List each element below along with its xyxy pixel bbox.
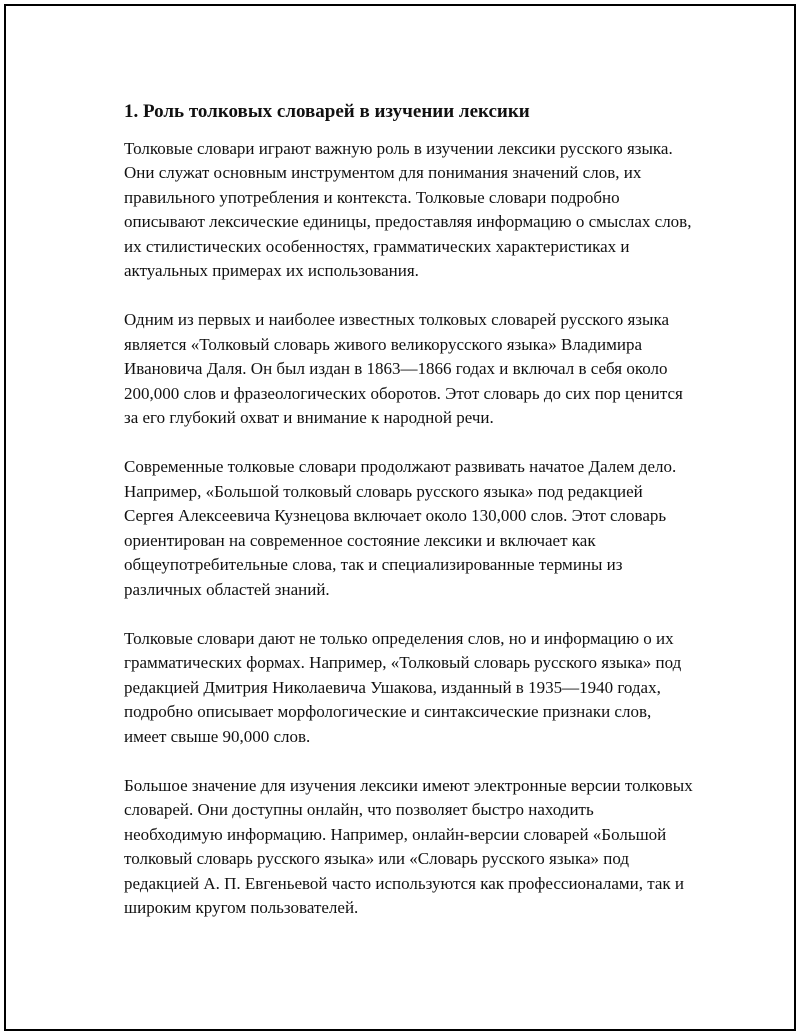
paragraph-modern-dictionaries: Современные толковые словари продолжают развивать начатое Далем дело. Например, «Большой толковый словарь русского языка» под редакцией Сергея Алексеевича Кузнецова включает около 130,000 слов. Этот словарь ориентирован на современное состояние лексики и включает как общеупотребительные слова, так и специализированные термины из различных областей знаний. — [124, 457, 677, 599]
document-body — [124, 99, 694, 945]
paragraph-intro: Толковые словари играют важную роль в изучении лексики русского языка. Они служат основным инструментом для понимания значений слов, их правильного употребления и контекста. Толковые словари подробно описывают лексические единицы, предоставляя информацию о смыслах слов, их стилистических особенностях, грамматических характеристиках и актуальных примерах их использования. — [124, 139, 692, 281]
section-heading: 1. Роль толковых словарей в изучении лексики — [124, 101, 530, 122]
page-frame — [4, 4, 796, 1031]
paragraph-electronic-versions: Большое значение для изучения лексики имеют электронные версии толковых словарей. Они доступны онлайн, что позволяет быстро находить необходимую информацию. Например, онлайн-версии словарей «Большой толковый словарь русского языка» или «Словарь русского языка» под редакцией А. П. Евгеньевой часто используются как профессионалами, так и широким кругом пользователей. — [124, 775, 693, 917]
paragraph-dal-dictionary: Одним из первых и наиболее известных толковых словарей русского языка является «Толковый словарь живого великорусского языка» Владимира Ивановича Даля. Он был издан в 1863—1866 годах и включал в себя около 200,000 слов и фразеологических оборотов. Этот словарь до сих пор ценится за его глубокий охват и внимание к народной речи. — [124, 310, 683, 428]
paragraph-grammar-forms: Толковые словари дают не только определения слов, но и информацию о их грамматических формах. Например, «Толковый словарь русского языка» под редакцией Дмитрия Николаевича Ушакова, изданный в 1935—1940 годах, подробно описывает морфологические и синтаксические признаки слов, имеет свыше 90,000 слов. — [124, 628, 682, 746]
